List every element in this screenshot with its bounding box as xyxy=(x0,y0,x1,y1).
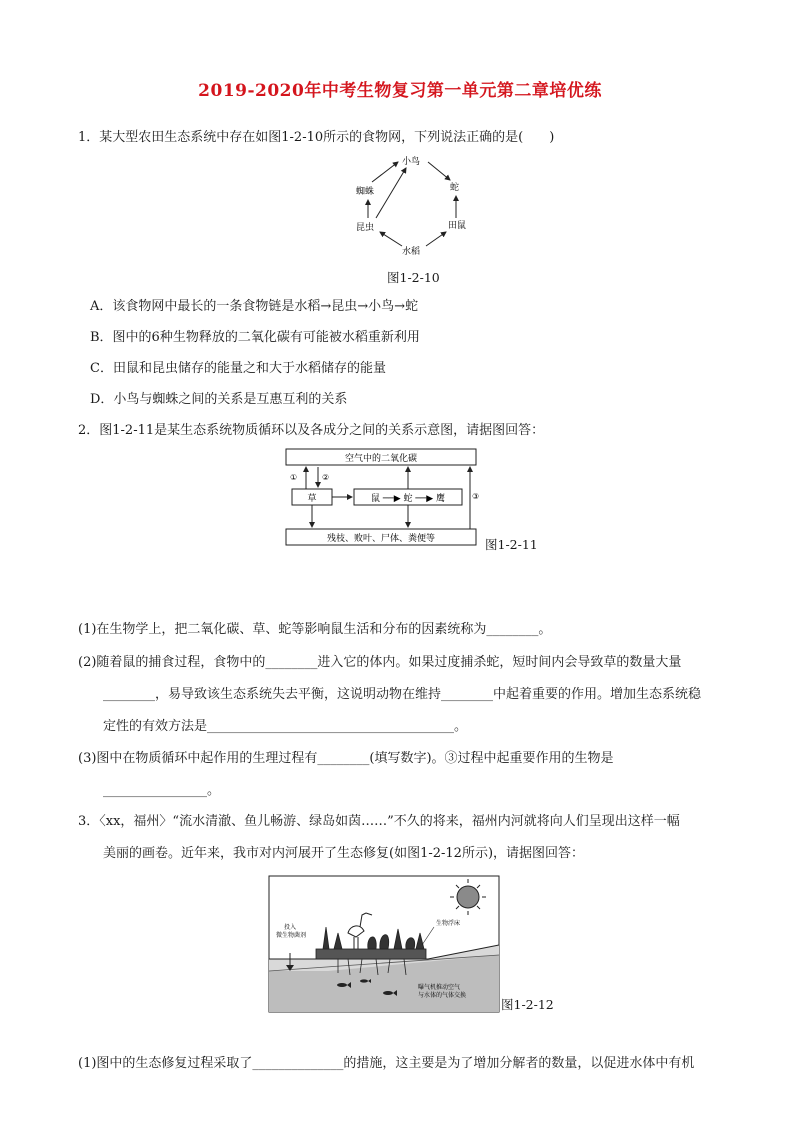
label-aerator-1: 曝气机推动空气 xyxy=(418,984,461,991)
q2-sub1: (1)在生物学上，把二氧化碳、草、蛇等影响鼠生活和分布的因素统称为________。 xyxy=(78,622,552,637)
q2-sub2-line3: 定性的有效方法是______________________________________。 xyxy=(103,719,468,734)
q3-stem-line1: 3．〈xx，福州〉“流水清澈、鱼儿畅游、绿岛如茵……”不久的将来，福州内河就将向人们呈现出这样一幅 xyxy=(78,814,680,829)
q1-option-d: D．小鸟与蜘蛛之间的关系是互惠互利的关系 xyxy=(90,392,348,407)
label-put: 投入 xyxy=(284,924,297,931)
process-2-label: ② xyxy=(322,473,330,482)
remains-box-label: 残枝、败叶、尸体、粪便等 xyxy=(326,534,436,544)
q2-sub3-line2: ________________。 xyxy=(103,783,221,798)
q1-option-c: C．田鼠和昆虫储存的能量之和大于水稻储存的能量 xyxy=(90,361,386,376)
label-aerator-2: 与水体的气体交换 xyxy=(418,992,467,999)
label-float-bed: 生物浮床 xyxy=(436,920,461,927)
node-snake: 蛇 xyxy=(450,183,460,193)
process-1-label: ① xyxy=(290,473,298,482)
q3-sub1: (1)图中的生态修复过程采取了______________的措施，这主要是为了增加分解者的数量，以促进水体中有机 xyxy=(78,1056,695,1071)
q1-stem: 1．某大型农田生态系统中存在如图1-2-10所示的食物网，下列说法正确的是( ) xyxy=(78,130,555,145)
node-spider: 蜘蛛 xyxy=(356,187,375,197)
q1-option-a: A．该食物网中最长的一条食物链是水稻→昆虫→小鸟→蛇 xyxy=(90,299,419,314)
node-rice: 水稻 xyxy=(402,247,421,257)
figure-caption-1-2-10: 图1-2-10 xyxy=(387,270,440,285)
q2-stem: 2．图1-2-11是某生态系统物质循环以及各成分之间的关系示意图，请据图回答： xyxy=(78,423,545,438)
q2-sub3-line1: (3)图中在物质循环中起作用的生理过程有________(填写数字)。③过程中起重要作用的生物是 xyxy=(78,751,614,766)
q2-sub2-line1: (2)随着鼠的捕食过程，食物中的________进入它的体内。如果过度捕杀蛇，短时间内会导致草的数量大量 xyxy=(78,655,682,670)
q2-sub2-line2: ________，易导致该生态系统失去平衡，这说明动物在维持________中起着重要的作用。增加生态系统稳 xyxy=(103,687,702,702)
node-insect: 昆虫 xyxy=(356,223,375,233)
process-3-label: ③ xyxy=(472,492,480,501)
figure-caption-1-2-11: 图1-2-11 xyxy=(485,537,538,552)
node-mouse: 田鼠 xyxy=(448,221,467,231)
grass-label: 草 xyxy=(307,494,317,504)
figure-caption-1-2-12: 图1-2-12 xyxy=(501,997,554,1012)
q1-option-b: B．图中的6种生物释放的二氧化碳有可能被水稻重新利用 xyxy=(90,330,420,345)
food-web-diagram xyxy=(350,152,480,260)
node-bird: 小鸟 xyxy=(402,157,421,167)
co2-box-label: 空气中的二氧化碳 xyxy=(344,454,418,464)
material-cycle-diagram xyxy=(284,447,484,547)
label-microbe: 微生物菌剂 xyxy=(276,932,307,939)
page-title: 2019-2020年中考生物复习第一单元第二章培优练 xyxy=(198,81,602,101)
floating-bed xyxy=(316,949,426,959)
consumer-chain-label: 鼠 ──▶ 蛇 ──▶ 鹰 xyxy=(371,494,445,504)
q3-stem-line2: 美丽的画卷。近年来，我市对内河展开了生态修复(如图1-2-12所示)，请据图回答： xyxy=(103,846,585,861)
sun-icon xyxy=(457,886,479,908)
ecological-restoration-illustration xyxy=(268,875,500,1013)
